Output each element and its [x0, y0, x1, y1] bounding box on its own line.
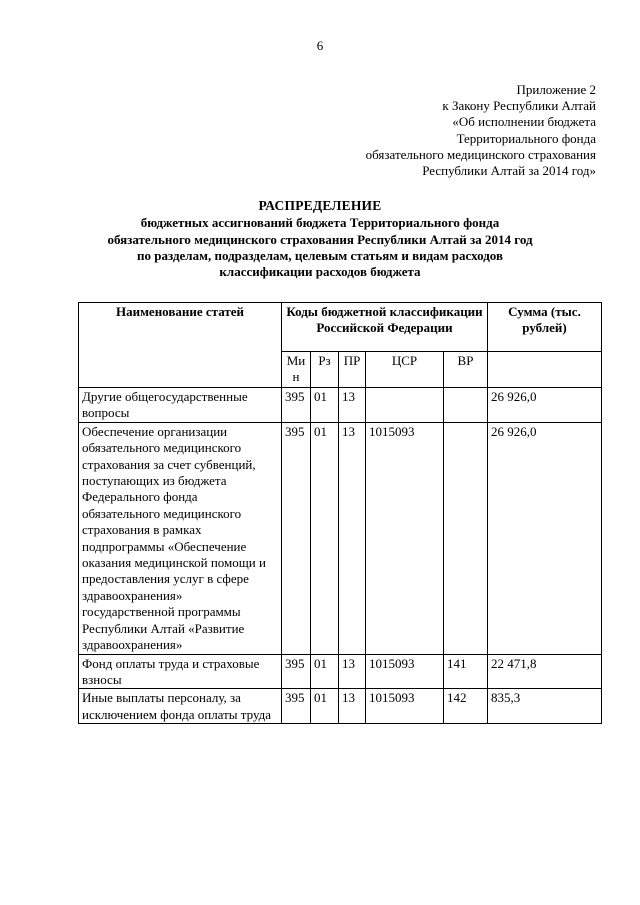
cell-name: Иные выплаты персоналу, за исключением фонда оплаты труда [79, 689, 282, 724]
cell-sum: 835,3 [488, 689, 602, 724]
cell-vr [444, 388, 488, 423]
cell-pr: 13 [339, 388, 366, 423]
cell-name: Другие общегосударственные вопросы [79, 388, 282, 423]
cell-sum: 26 926,0 [488, 422, 602, 654]
header-vr: ВР [444, 352, 488, 388]
header-min: Ми н [282, 352, 311, 388]
cell-vr [444, 422, 488, 654]
cell-csr: 1015093 [366, 654, 444, 689]
annex-line: «Об исполнении бюджета [452, 114, 596, 130]
header-name: Наименование статей [79, 303, 282, 388]
table-row [79, 388, 602, 423]
title-main: РАСПРЕДЕЛЕНИЕ [258, 198, 382, 213]
cell-name: Обеспечение организации обязательного медицинского страхования за счет субвенций, поступающих из бюджета Федерального фонда обязательного медицинского страхования в рамках подпрограммы «Обеспечение оказания медицинской помощи и предоставления услуг в сфере здравоохранения» государственной программы Республики Алтай «Развитие здравоохранения» [79, 422, 282, 654]
annex-line: к Закону Республики Алтай [442, 98, 596, 114]
title-line: классификации расходов бюджета [219, 264, 421, 280]
cell-pr: 13 [339, 422, 366, 654]
cell-rz: 01 [311, 422, 339, 654]
title-line: обязательного медицинского страхования Республики Алтай за 2014 год [107, 231, 533, 247]
title-line: по разделам, подразделам, целевым статьям и видам расходов [137, 247, 503, 263]
cell-min: 395 [282, 654, 311, 689]
header-sum-empty [488, 352, 602, 388]
table-row [79, 422, 602, 654]
annex-line: Приложение 2 [516, 82, 596, 97]
annex-block [296, 82, 596, 179]
header-pr: ПР [339, 352, 366, 388]
header-sum: Сумма (тыс. рублей) [488, 303, 602, 352]
cell-rz: 01 [311, 654, 339, 689]
title-line: бюджетных ассигнований бюджета Территориального фонда [140, 215, 500, 231]
cell-min: 395 [282, 388, 311, 423]
cell-vr: 141 [444, 654, 488, 689]
cell-csr [366, 388, 444, 423]
cell-rz: 01 [311, 689, 339, 724]
annex-line: Территориального фонда [456, 130, 596, 146]
cell-rz: 01 [311, 388, 339, 423]
page-number: 6 [316, 38, 324, 53]
cell-min: 395 [282, 689, 311, 724]
header-rz: Рз [311, 352, 339, 388]
cell-csr: 1015093 [366, 689, 444, 724]
table-row [79, 654, 602, 689]
cell-vr: 142 [444, 689, 488, 724]
cell-csr: 1015093 [366, 422, 444, 654]
cell-sum: 22 471,8 [488, 654, 602, 689]
header-csr: ЦСР [366, 352, 444, 388]
cell-name: Фонд оплаты труда и страховые взносы [79, 654, 282, 689]
document-title [60, 198, 580, 280]
cell-pr: 13 [339, 689, 366, 724]
cell-pr: 13 [339, 654, 366, 689]
annex-line: Республики Алтай за 2014 год» [422, 162, 596, 178]
budget-table [78, 302, 602, 724]
header-codes: Коды бюджетной классификации Российской Федерации [282, 303, 488, 352]
cell-min: 395 [282, 422, 311, 654]
cell-sum: 26 926,0 [488, 388, 602, 423]
table-row [79, 689, 602, 724]
annex-line: обязательного медицинского страхования [365, 146, 596, 162]
